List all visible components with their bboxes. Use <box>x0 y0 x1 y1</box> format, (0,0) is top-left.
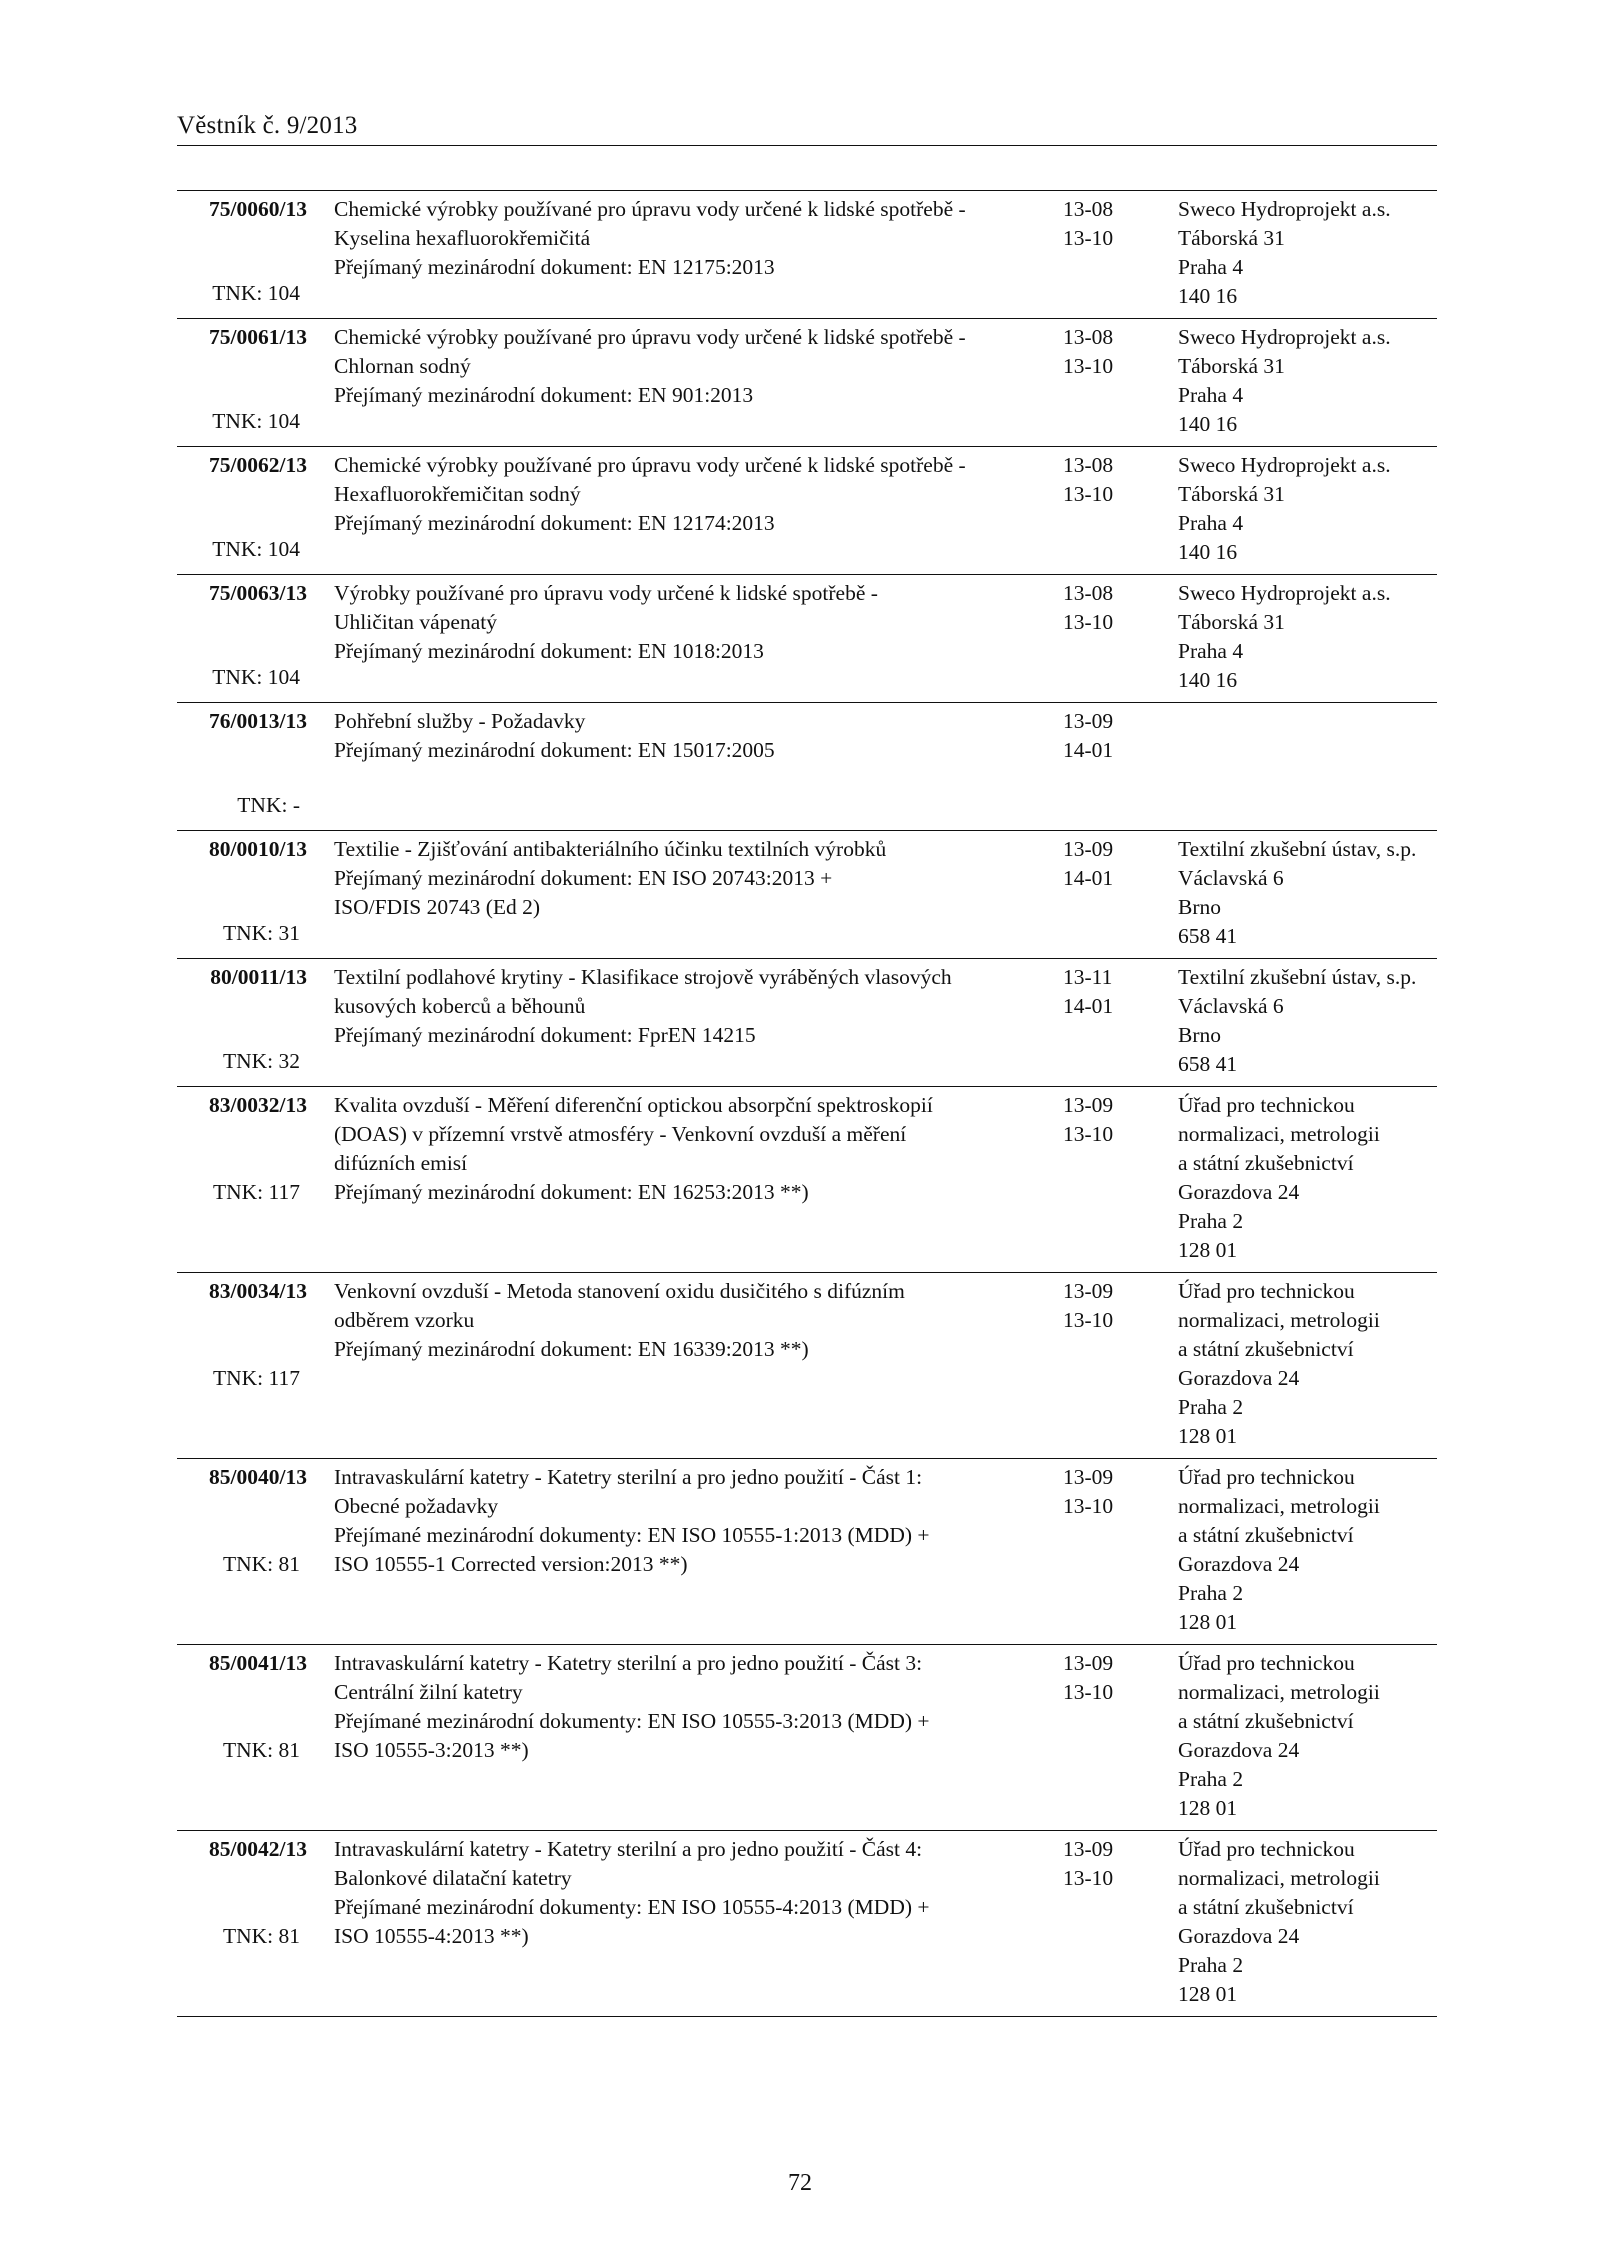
description-line: Kvalita ovzduší - Měření diferenční optickou absorpční spektroskopií <box>334 1093 933 1117</box>
processor-address <box>1178 1835 1443 2009</box>
table-row <box>177 447 1437 575</box>
address-line: Gorazdova 24 <box>1178 1366 1300 1390</box>
address-line: Úřad pro technickou <box>1178 1465 1355 1489</box>
address-line: normalizaci, metrologii <box>1178 1494 1380 1518</box>
description-line: ISO/FDIS 20743 (Ed 2) <box>334 895 541 919</box>
address-line: Václavská 6 <box>1178 866 1284 890</box>
date-value: 13-10 <box>1063 354 1114 378</box>
date-value: 13-09 <box>1063 1465 1114 1489</box>
description-line: Pohřební služby - Požadavky <box>334 709 586 733</box>
address-line: 128 01 <box>1178 1610 1238 1634</box>
address-line: normalizaci, metrologii <box>1178 1308 1380 1332</box>
table-row <box>177 319 1437 447</box>
dates-cell <box>1063 835 1163 893</box>
standard-number: 75/0063/13 <box>209 581 307 605</box>
processor-address <box>1178 1463 1443 1637</box>
standard-description <box>334 1277 1049 1364</box>
standard-description <box>334 963 1049 1050</box>
standard-description <box>334 835 1049 922</box>
dates-cell <box>1063 579 1163 637</box>
description-line: Hexafluorokřemičitan sodný <box>334 482 581 506</box>
description-line: Centrální žilní katetry <box>334 1680 523 1704</box>
address-line: Praha 2 <box>1178 1209 1244 1233</box>
address-line: Úřad pro technickou <box>1178 1093 1355 1117</box>
table-row <box>177 1831 1437 2017</box>
address-line: 128 01 <box>1178 1982 1238 2006</box>
address-line: Praha 2 <box>1178 1767 1244 1791</box>
description-line: Přejímaný mezinárodní dokument: FprEN 14215 <box>334 1023 756 1047</box>
standard-description <box>334 1835 1049 1951</box>
processor-address <box>1178 451 1443 567</box>
description-line: Balonkové dilatační katetry <box>334 1866 572 1890</box>
description-line: Textilie - Zjišťování antibakteriálního účinku textilních výrobků <box>334 837 887 861</box>
description-line: Chemické výrobky používané pro úpravu vody určené k lidské spotřebě - <box>334 197 966 221</box>
tnk-label: TNK: 117 <box>213 1180 300 1204</box>
processor-address <box>1178 195 1443 311</box>
description-line: ISO 10555-3:2013 **) <box>334 1738 529 1762</box>
standard-description <box>334 323 1049 410</box>
address-line: Sweco Hydroprojekt a.s. <box>1178 325 1391 349</box>
tnk-label: TNK: 31 <box>222 921 300 945</box>
address-line: Gorazdova 24 <box>1178 1924 1300 1948</box>
table-row <box>177 1273 1437 1459</box>
processor-address <box>1178 323 1443 439</box>
description-line: Přejímané mezinárodní dokumenty: EN ISO 10555-4:2013 (MDD) + <box>334 1895 930 1919</box>
address-line: a státní zkušebnictví <box>1178 1895 1354 1919</box>
address-line: Táborská 31 <box>1178 226 1285 250</box>
date-value: 13-08 <box>1063 325 1114 349</box>
standard-number: 75/0062/13 <box>209 453 307 477</box>
address-line: Praha 4 <box>1178 511 1244 535</box>
table-row <box>177 831 1437 959</box>
address-line: 140 16 <box>1178 412 1238 436</box>
dates-cell <box>1063 963 1163 1021</box>
address-line: Václavská 6 <box>1178 994 1284 1018</box>
dates-cell <box>1063 1091 1163 1149</box>
standard-number: 83/0032/13 <box>209 1093 307 1117</box>
address-line: 140 16 <box>1178 668 1238 692</box>
address-line: normalizaci, metrologii <box>1178 1122 1380 1146</box>
page-header-title: Věstník č. 9/2013 <box>177 112 358 139</box>
date-value: 13-09 <box>1063 709 1114 733</box>
table-row <box>177 575 1437 703</box>
date-value: 14-01 <box>1063 738 1114 762</box>
page-number: 72 <box>788 2170 812 2196</box>
address-line: 128 01 <box>1178 1238 1238 1262</box>
date-value: 13-10 <box>1063 226 1114 250</box>
table-row <box>177 959 1437 1087</box>
address-line: normalizaci, metrologii <box>1178 1680 1380 1704</box>
address-line: Praha 4 <box>1178 639 1244 663</box>
date-value: 13-08 <box>1063 197 1114 221</box>
date-value: 14-01 <box>1063 866 1114 890</box>
header-rule <box>177 145 1437 146</box>
processor-address <box>1178 1091 1443 1265</box>
standard-description <box>334 1649 1049 1765</box>
tnk-label: TNK: 81 <box>222 1552 300 1576</box>
date-value: 13-09 <box>1063 1093 1114 1117</box>
date-value: 13-10 <box>1063 1866 1114 1890</box>
address-line: a státní zkušebnictví <box>1178 1151 1354 1175</box>
standard-number: 85/0042/13 <box>209 1837 307 1861</box>
description-line: Přejímaný mezinárodní dokument: EN ISO 20743:2013 + <box>334 866 833 890</box>
description-line: Venkovní ovzduší - Metoda stanovení oxidu dusičitého s difúzním <box>334 1279 905 1303</box>
address-line: Táborská 31 <box>1178 610 1285 634</box>
address-line: normalizaci, metrologii <box>1178 1866 1380 1890</box>
address-line: 140 16 <box>1178 284 1238 308</box>
description-line: odběrem vzorku <box>334 1308 475 1332</box>
description-line: Uhličitan vápenatý <box>334 610 497 634</box>
standard-description <box>334 451 1049 538</box>
description-line: Intravaskulární katetry - Katetry sterilní a pro jedno použití - Část 1: <box>334 1465 923 1489</box>
date-value: 13-10 <box>1063 1494 1114 1518</box>
table-row <box>177 1645 1437 1831</box>
standard-description <box>334 195 1049 282</box>
standard-number: 83/0034/13 <box>209 1279 307 1303</box>
dates-cell <box>1063 707 1163 765</box>
date-value: 13-10 <box>1063 1680 1114 1704</box>
address-line: Praha 2 <box>1178 1395 1244 1419</box>
dates-cell <box>1063 1835 1163 1893</box>
address-line: Úřad pro technickou <box>1178 1837 1355 1861</box>
address-line: Brno <box>1178 895 1221 919</box>
description-line: ISO 10555-4:2013 **) <box>334 1924 529 1948</box>
address-line: Táborská 31 <box>1178 354 1285 378</box>
table-row <box>177 1459 1437 1645</box>
description-line: Přejímaný mezinárodní dokument: EN 901:2013 <box>334 383 754 407</box>
date-value: 14-01 <box>1063 994 1114 1018</box>
date-value: 13-10 <box>1063 610 1114 634</box>
description-line: Přejímaný mezinárodní dokument: EN 16253:2013 **) <box>334 1180 809 1204</box>
dates-cell <box>1063 1649 1163 1707</box>
tnk-label: TNK: 32 <box>222 1049 300 1073</box>
dates-cell <box>1063 323 1163 381</box>
standard-number: 80/0011/13 <box>210 965 307 989</box>
address-line: 128 01 <box>1178 1796 1238 1820</box>
date-value: 13-09 <box>1063 1837 1114 1861</box>
description-line: Kyselina hexafluorokřemičitá <box>334 226 591 250</box>
description-line: Přejímané mezinárodní dokumenty: EN ISO 10555-3:2013 (MDD) + <box>334 1709 930 1733</box>
standard-number: 80/0010/13 <box>209 837 307 861</box>
address-line: Sweco Hydroprojekt a.s. <box>1178 581 1391 605</box>
description-line: difúzních emisí <box>334 1151 468 1175</box>
standard-description <box>334 579 1049 666</box>
address-line: Gorazdova 24 <box>1178 1180 1300 1204</box>
address-line: Textilní zkušební ústav, s.p. <box>1178 837 1417 861</box>
description-line: Chemické výrobky používané pro úpravu vody určené k lidské spotřebě - <box>334 453 966 477</box>
description-line: Přejímaný mezinárodní dokument: EN 16339:2013 **) <box>334 1337 809 1361</box>
description-line: Přejímaný mezinárodní dokument: EN 12174:2013 <box>334 511 775 535</box>
tnk-label: TNK: 104 <box>212 665 300 689</box>
dates-cell <box>1063 1463 1163 1521</box>
description-line: ISO 10555-1 Corrected version:2013 **) <box>334 1552 688 1576</box>
address-line: 128 01 <box>1178 1424 1238 1448</box>
description-line: Obecné požadavky <box>334 1494 499 1518</box>
dates-cell <box>1063 451 1163 509</box>
address-line: Úřad pro technickou <box>1178 1651 1355 1675</box>
address-line: Praha 4 <box>1178 255 1244 279</box>
tnk-label: TNK: 81 <box>222 1738 300 1762</box>
tnk-label: TNK: 117 <box>213 1366 300 1390</box>
address-line: Sweco Hydroprojekt a.s. <box>1178 453 1391 477</box>
address-line: Gorazdova 24 <box>1178 1552 1300 1576</box>
date-value: 13-11 <box>1063 965 1113 989</box>
standards-table <box>177 190 1437 2017</box>
description-line: Přejímaný mezinárodní dokument: EN 15017:2005 <box>334 738 775 762</box>
date-value: 13-09 <box>1063 837 1114 861</box>
standard-number: 76/0013/13 <box>209 709 307 733</box>
standard-description <box>334 707 1049 765</box>
standard-number: 75/0061/13 <box>209 325 307 349</box>
address-line: a státní zkušebnictví <box>1178 1337 1354 1361</box>
standard-description <box>334 1091 1049 1207</box>
table-row <box>177 703 1437 831</box>
tnk-label: TNK: 104 <box>212 409 300 433</box>
date-value: 13-10 <box>1063 1122 1114 1146</box>
date-value: 13-08 <box>1063 453 1114 477</box>
address-line: a státní zkušebnictví <box>1178 1523 1354 1547</box>
address-line: 658 41 <box>1178 924 1238 948</box>
address-line: Táborská 31 <box>1178 482 1285 506</box>
dates-cell <box>1063 1277 1163 1335</box>
description-line: (DOAS) v přízemní vrstvě atmosféry - Venkovní ovzduší a měření <box>334 1122 907 1146</box>
description-line: kusových koberců a běhounů <box>334 994 586 1018</box>
tnk-label: TNK: - <box>237 793 300 817</box>
standard-number: 85/0040/13 <box>209 1465 307 1489</box>
processor-address <box>1178 1649 1443 1823</box>
standard-description <box>334 1463 1049 1579</box>
address-line: Textilní zkušební ústav, s.p. <box>1178 965 1417 989</box>
tnk-label: TNK: 81 <box>222 1924 300 1948</box>
description-line: Přejímaný mezinárodní dokument: EN 1018:2013 <box>334 639 764 663</box>
address-line: Praha 2 <box>1178 1953 1244 1977</box>
description-line: Chlornan sodný <box>334 354 471 378</box>
address-line: Úřad pro technickou <box>1178 1279 1355 1303</box>
address-line: a státní zkušebnictví <box>1178 1709 1354 1733</box>
standard-number: 85/0041/13 <box>209 1651 307 1675</box>
date-value: 13-10 <box>1063 1308 1114 1332</box>
description-line: Přejímané mezinárodní dokumenty: EN ISO 10555-1:2013 (MDD) + <box>334 1523 930 1547</box>
date-value: 13-08 <box>1063 581 1114 605</box>
processor-address <box>1178 1277 1443 1451</box>
table-row <box>177 191 1437 319</box>
tnk-label: TNK: 104 <box>212 281 300 305</box>
address-line: Gorazdova 24 <box>1178 1738 1300 1762</box>
address-line: 140 16 <box>1178 540 1238 564</box>
description-line: Chemické výrobky používané pro úpravu vody určené k lidské spotřebě - <box>334 325 966 349</box>
address-line: Praha 4 <box>1178 383 1244 407</box>
description-line: Intravaskulární katetry - Katetry sterilní a pro jedno použití - Část 3: <box>334 1651 923 1675</box>
description-line: Výrobky používané pro úpravu vody určené k lidské spotřebě - <box>334 581 878 605</box>
date-value: 13-09 <box>1063 1279 1114 1303</box>
description-line: Textilní podlahové krytiny - Klasifikace strojově vyráběných vlasových <box>334 965 952 989</box>
address-line: Brno <box>1178 1023 1221 1047</box>
standard-number: 75/0060/13 <box>209 197 307 221</box>
description-line: Přejímaný mezinárodní dokument: EN 12175:2013 <box>334 255 775 279</box>
address-line: 658 41 <box>1178 1052 1238 1076</box>
processor-address <box>1178 835 1443 951</box>
date-value: 13-10 <box>1063 482 1114 506</box>
tnk-label: TNK: 104 <box>212 537 300 561</box>
table-row <box>177 1087 1437 1273</box>
dates-cell <box>1063 195 1163 253</box>
description-line: Intravaskulární katetry - Katetry sterilní a pro jedno použití - Část 4: <box>334 1837 923 1861</box>
processor-address <box>1178 963 1443 1079</box>
address-line: Sweco Hydroprojekt a.s. <box>1178 197 1391 221</box>
date-value: 13-09 <box>1063 1651 1114 1675</box>
processor-address <box>1178 579 1443 695</box>
address-line: Praha 2 <box>1178 1581 1244 1605</box>
